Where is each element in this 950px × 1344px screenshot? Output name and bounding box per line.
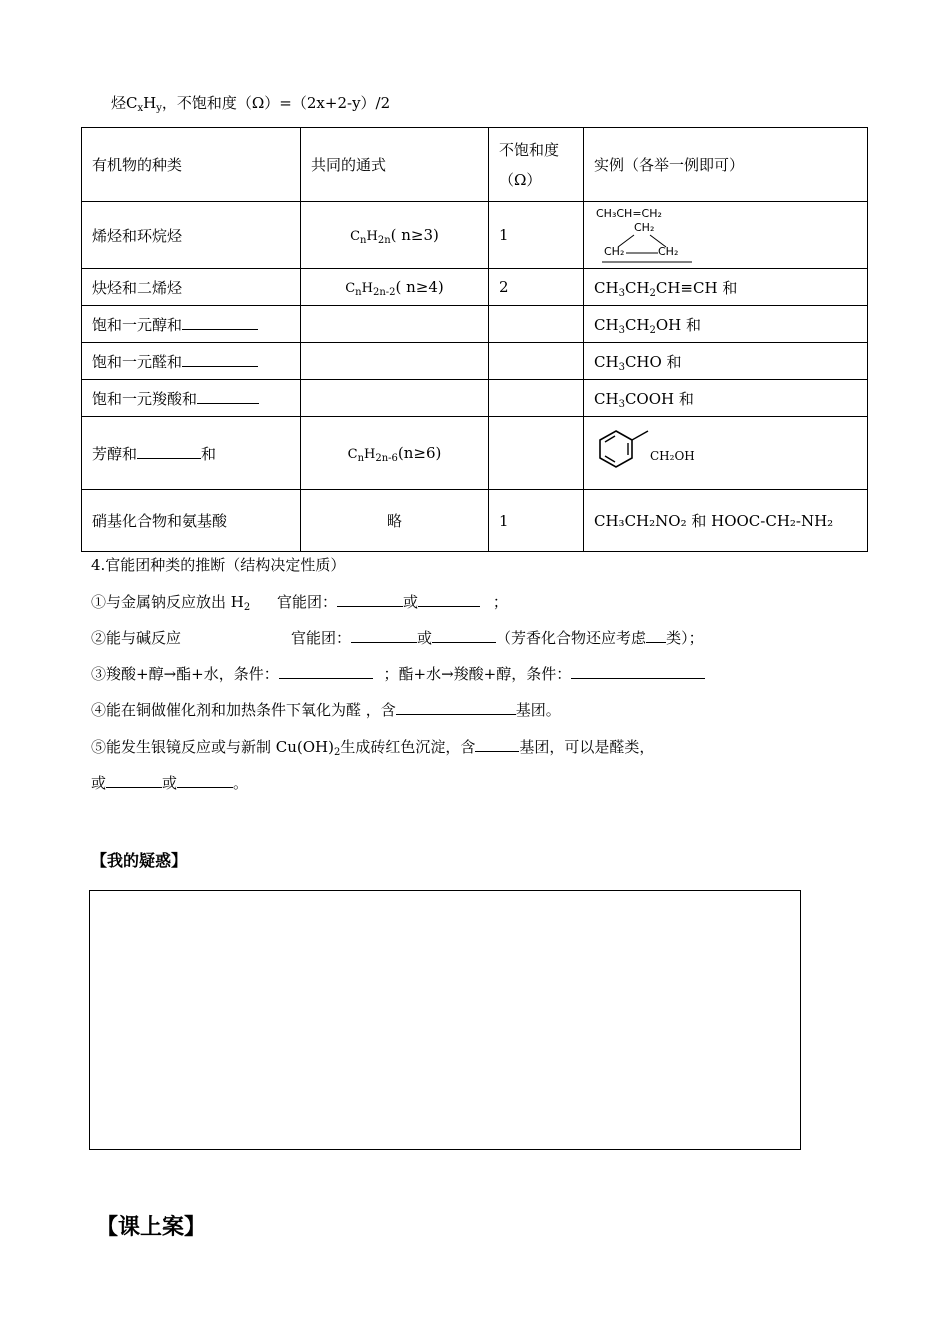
row-kind: 饱和一元羧酸和 — [82, 380, 301, 417]
row-kind: 芳醇和 和 — [82, 417, 301, 490]
row-omega: 1 — [489, 202, 584, 269]
row-example: $CH_3CH_2CH\equiv CH$ 和 — [584, 269, 868, 306]
intro-line: 烃$C_xH_y$，不饱和度（Ω）=（2x+2-y）/2 — [111, 94, 391, 114]
row-formula: 略 — [301, 490, 489, 552]
answer-blank[interactable] — [106, 773, 162, 788]
row-formula: $C_nH_{2n}$( n≥3) — [301, 202, 489, 269]
row-omega — [489, 343, 584, 380]
answer-blank[interactable] — [182, 352, 258, 367]
row-omega — [489, 417, 584, 490]
table-row — [82, 202, 868, 269]
row-formula: $C_nH_{2n-6}(n\ge 6)$ — [301, 417, 489, 490]
answer-blank[interactable] — [177, 773, 233, 788]
row-kind: 饱和一元醇和 — [82, 306, 301, 343]
class-section-heading: 【课上案】 — [96, 1214, 207, 1240]
row-kind: 炔烃和二烯烃 — [82, 269, 301, 306]
doubts-textbox[interactable] — [89, 890, 801, 1150]
table-row — [82, 269, 868, 306]
header-omega: 不饱和度（Ω） — [489, 128, 584, 202]
table-row — [82, 380, 868, 417]
row-example-structure: CH₂OH — [584, 417, 868, 490]
table-row — [82, 490, 868, 552]
answer-blank[interactable] — [475, 737, 519, 752]
organic-compound-table — [81, 127, 868, 552]
row-kind: 饱和一元醛和 — [82, 343, 301, 380]
answer-blank[interactable] — [197, 389, 259, 404]
benzene-ring-icon — [598, 427, 658, 487]
item-5: ⑤能发生银镜反应或与新制 $Cu(OH)_2$生成砖红色沉淀，含 基团，可以是醛类， — [91, 738, 655, 758]
row-example: $CH_3CHO$ 和 — [584, 343, 868, 380]
header-example: 实例（各举一例即可） — [584, 128, 868, 202]
row-example: $CH_3COOH$ 和 — [584, 380, 868, 417]
section4-title: 4.官能团种类的推断（结构决定性质） — [91, 556, 346, 574]
item-4: ④能在铜做催化剂和加热条件下氧化为醛 ，含 基团。 — [91, 701, 561, 719]
answer-blank[interactable] — [337, 592, 403, 607]
answer-blank[interactable] — [432, 628, 496, 643]
table-row — [82, 417, 868, 490]
table-row — [82, 306, 868, 343]
item-5-continued: 或 或 。 — [91, 774, 249, 792]
cyclopropane-bonds — [592, 205, 702, 265]
row-formula: $C_nH_{2n-2}$( n≥4) — [301, 269, 489, 306]
answer-blank[interactable] — [396, 700, 516, 715]
answer-blank[interactable] — [646, 628, 666, 643]
answer-blank[interactable] — [279, 664, 373, 679]
item-1: ①与金属钠反应放出 $H_2$ 官能团： 或 ； — [91, 593, 508, 613]
row-omega — [489, 306, 584, 343]
row-omega: 2 — [489, 269, 584, 306]
row-formula — [301, 380, 489, 417]
doubts-heading: 【我的疑惑】 — [91, 851, 188, 870]
header-kind: 有机物的种类 — [82, 128, 301, 202]
row-kind: 硝基化合物和氨基酸 — [82, 490, 301, 552]
row-example: $CH_3CH_2OH$ 和 — [584, 306, 868, 343]
item-2: ②能与碱反应 官能团： 或 （芳香化合物还应考虑 类）； — [91, 629, 704, 647]
row-omega — [489, 380, 584, 417]
answer-blank[interactable] — [137, 444, 201, 459]
header-formula: 共同的通式 — [301, 128, 489, 202]
row-omega: 1 — [489, 490, 584, 552]
row-formula — [301, 306, 489, 343]
row-example-structure: CH₃CH=CH₂ CH₂ CH₂ CH₂ — [584, 202, 868, 269]
row-example: CH₃CH₂NO₂ 和 HOOC-CH₂-NH₂ — [584, 490, 868, 552]
answer-blank[interactable] — [182, 315, 258, 330]
table-header-row — [82, 128, 868, 202]
item-3: ③羧酸+醇→酯+水，条件： ；酯+水→羧酸+醇，条件： — [91, 663, 705, 684]
answer-blank[interactable] — [351, 628, 417, 643]
answer-blank[interactable] — [571, 664, 705, 679]
row-kind: 烯烃和环烷烃 — [82, 202, 301, 269]
row-formula — [301, 343, 489, 380]
table-row — [82, 343, 868, 380]
answer-blank[interactable] — [418, 592, 480, 607]
